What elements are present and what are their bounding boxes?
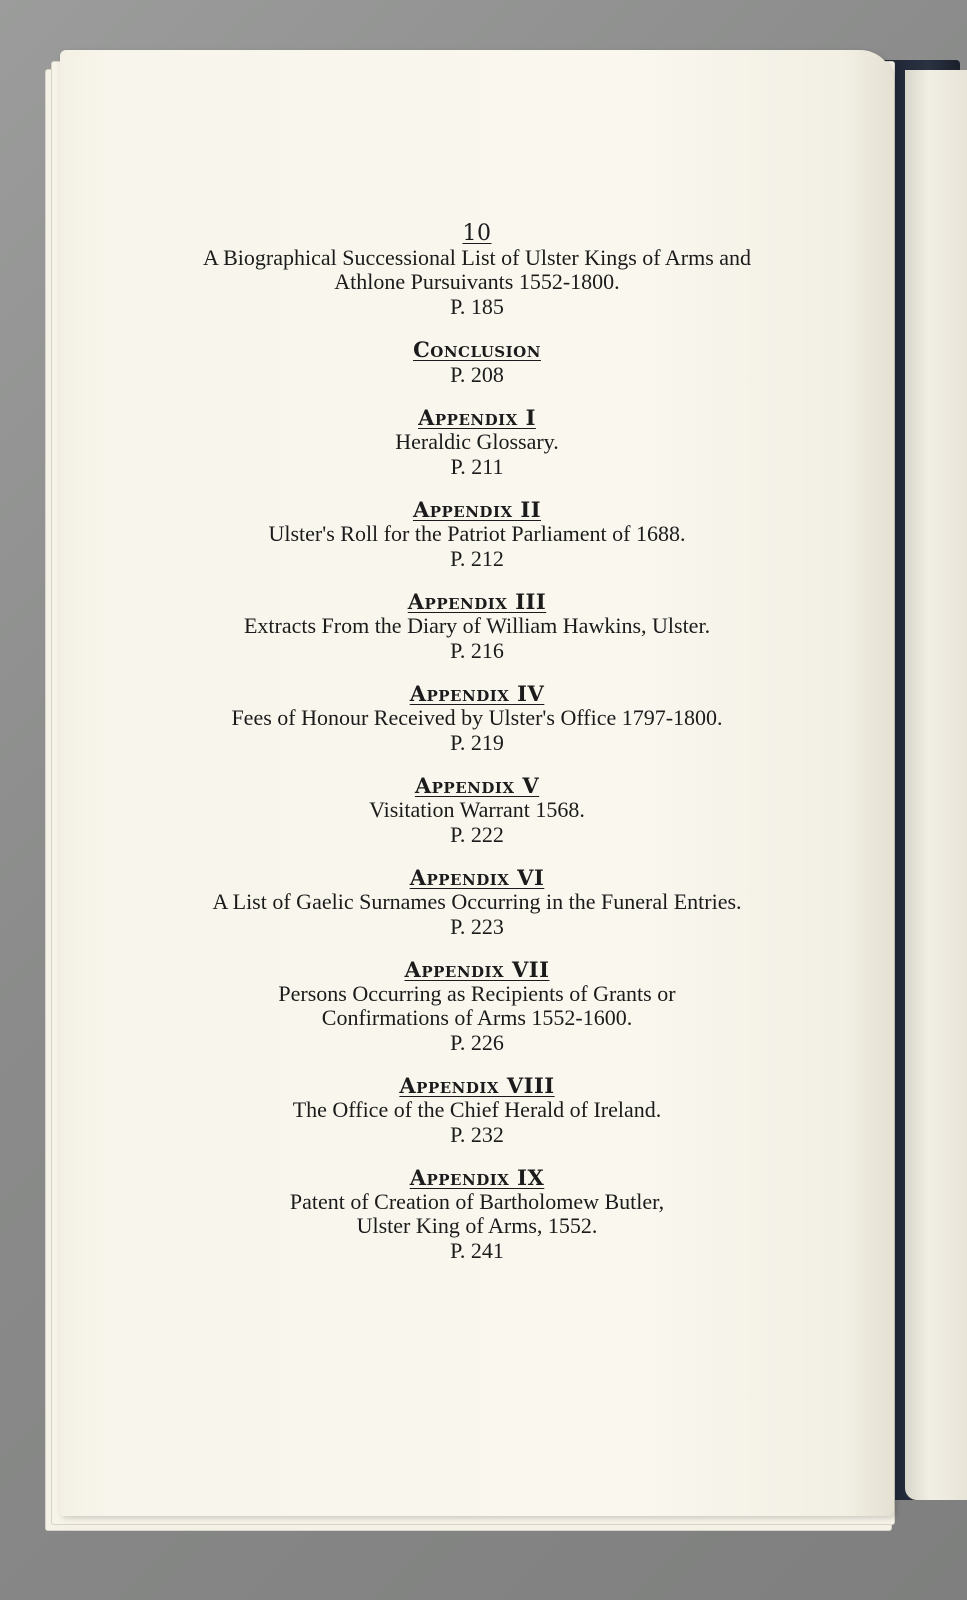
toc-entry-page-number: P. 226: [450, 1030, 504, 1055]
toc-entry-heading: Appendix III: [407, 589, 547, 614]
toc-entry-heading: Appendix VIII: [399, 1073, 555, 1098]
toc-entry: [60, 958, 894, 1055]
toc-entry-page-number: P. 185: [450, 294, 504, 319]
toc-entry-page-number: P. 219: [450, 730, 504, 755]
toc-entry-heading: Conclusion: [413, 337, 541, 362]
toc-entry-heading: Appendix VI: [409, 865, 545, 890]
toc-entry-page-number: P. 211: [450, 454, 504, 479]
toc-entry-title: The Office of the Chief Herald of Ireland.: [292, 1097, 662, 1122]
toc-entry-heading: Appendix IX: [409, 1165, 545, 1190]
toc-entry: [60, 222, 894, 319]
toc-entry-title: A Biographical Successional List of Ulster Kings of Arms and: [202, 245, 752, 270]
toc-entry-heading: Appendix II: [412, 497, 542, 522]
toc-entry-page-number: P. 212: [450, 546, 504, 571]
toc-entry-heading: Appendix VII: [404, 957, 550, 982]
toc-entry: [60, 1074, 894, 1147]
toc-entry: [60, 1166, 894, 1263]
toc-entry-page-number: P. 241: [450, 1238, 504, 1263]
toc-entry-page-number: P. 216: [450, 638, 504, 663]
toc-entry: [60, 590, 894, 663]
toc-entry-title: Heraldic Glossary.: [395, 429, 559, 454]
toc-entry-page-number: P. 222: [450, 822, 504, 847]
toc-entry-heading: 10: [462, 221, 492, 246]
toc-entry: [60, 498, 894, 571]
toc-entry-heading: Appendix I: [418, 405, 536, 430]
toc-entry-heading: Appendix IV: [409, 681, 545, 706]
toc-entry-title: Persons Occurring as Recipients of Grants or: [278, 981, 676, 1006]
toc-entry-title: A List of Gaelic Surnames Occurring in the Funeral Entries.: [212, 889, 742, 914]
toc-entry-title: Confirmations of Arms 1552-1600.: [321, 1005, 633, 1030]
toc-entry: [60, 338, 894, 387]
toc-entry-page-number: P. 223: [450, 914, 504, 939]
toc-entry: [60, 406, 894, 479]
table-of-contents: [60, 222, 894, 1282]
toc-entry: [60, 774, 894, 847]
toc-entry-heading: Appendix V: [414, 773, 540, 798]
toc-entry-title: Ulster King of Arms, 1552.: [356, 1213, 598, 1238]
toc-entry-title: Patent of Creation of Bartholomew Butler,: [289, 1189, 665, 1214]
toc-entry: [60, 866, 894, 939]
toc-entry-title: Ulster's Roll for the Patriot Parliament of 1688.: [268, 521, 686, 546]
toc-entry-title: Visitation Warrant 1568.: [369, 797, 585, 822]
facing-page-edge: [905, 70, 967, 1500]
toc-entry-page-number: P. 208: [450, 362, 504, 387]
toc-entry-page-number: P. 232: [450, 1122, 504, 1147]
toc-entry-title: Extracts From the Diary of William Hawkins, Ulster.: [243, 613, 711, 638]
toc-entry-title: Fees of Honour Received by Ulster's Office 1797-1800.: [231, 705, 723, 730]
toc-entry: [60, 682, 894, 755]
toc-entry-title: Athlone Pursuivants 1552-1800.: [334, 269, 620, 294]
